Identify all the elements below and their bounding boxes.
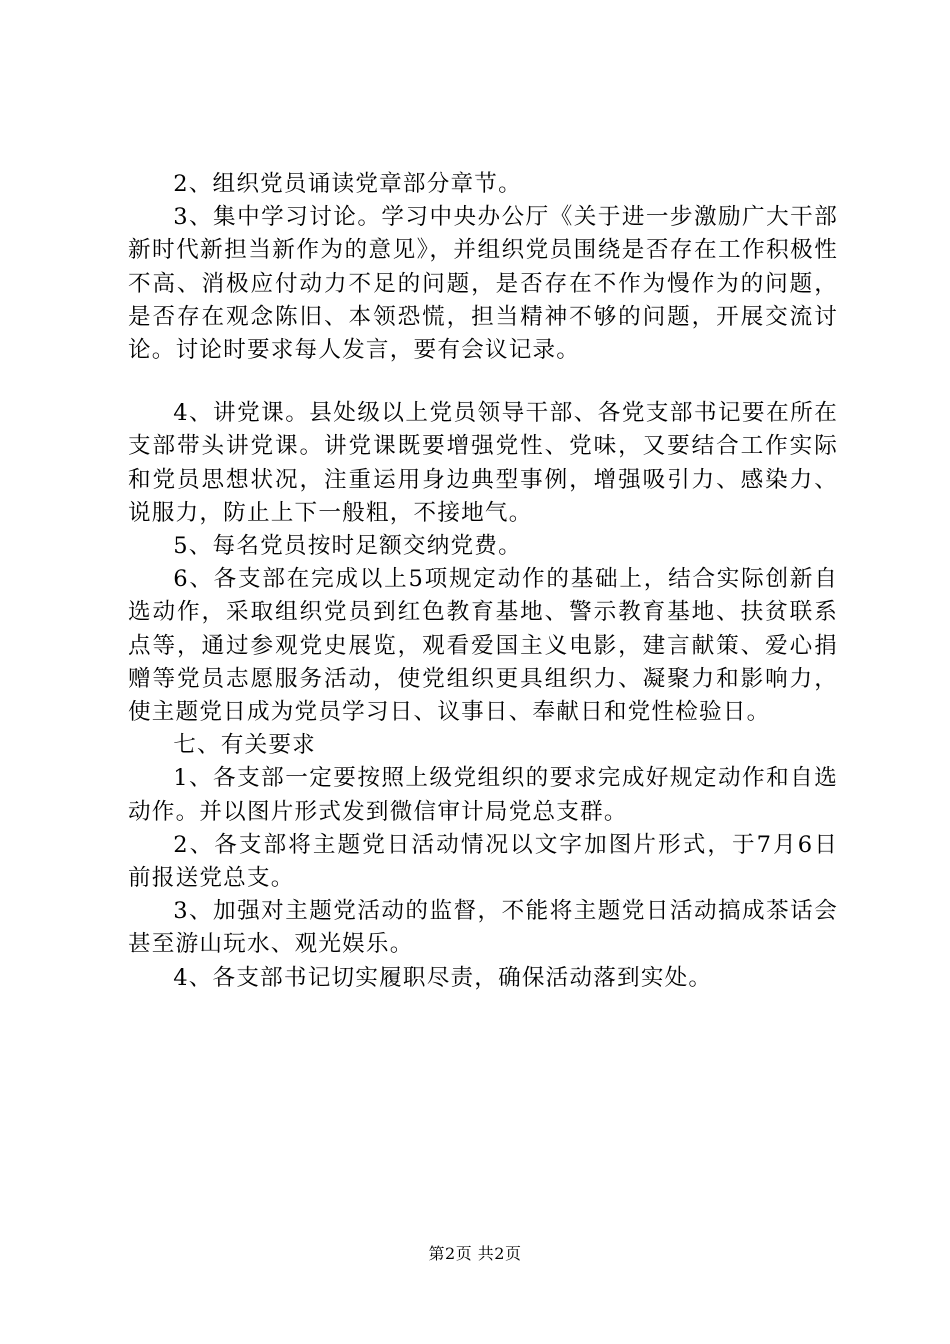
- page-number-footer: 第2页 共2页: [428, 1244, 522, 1263]
- paragraph-party-dues: 5、每名党员按时足额交纳党费。: [173, 533, 522, 560]
- paragraph-recite-charter: 2、组织党员诵读党章部分章节。: [173, 171, 522, 197]
- document-body: [128, 168, 838, 995]
- paragraph-requirement-3: 3、加强对主题党活动的监督，不能将主题党日活动搞成茶话会甚至游山玩水、观光娱乐。: [128, 898, 838, 958]
- paragraph-requirement-2: 2、各支部将主题党日活动情况以文字加图片形式，于7月6日前报送党总支。: [128, 831, 838, 892]
- paragraph-optional-activities: 6、各支部在完成以上5项规定动作的基础上，结合实际创新自选动作，采取组织党员到红色教育基地、警示教育基地、扶贫联系点等，通过参观党史展览，观看爱国主义电影，建言献策、爱心捐赠等党员志愿服务活动，使党组织更具组织力、凝聚力和影响力，使主题党日成为党员学习日、议事日、奉献日和党性检验日。: [128, 566, 838, 726]
- paragraph-requirement-4: 4、各支部书记切实履职尽责，确保活动落到实处。: [173, 964, 713, 991]
- paragraph-requirement-1: 1、各支部一定要按照上级党组织的要求完成好规定动作和自选动作。并以图片形式发到微信审计局党总支群。: [128, 765, 838, 825]
- paragraph-party-lecture: 4、讲党课。县处级以上党员领导干部、各党支部书记要在所在支部带头讲党课。讲党课既要增强党性、党味，又要结合工作实际和党员思想状况，注重运用身边典型事例，增强吸引力、感染力、说服力，防止上下一般粗，不接地气。: [128, 400, 838, 526]
- section-heading-requirements: 七、有关要求: [173, 732, 316, 759]
- paragraph-group-study: 3、集中学习讨论。学习中央办公厅《关于进一步激励广大干部新时代新担当新作为的意见》，并组织党员围绕是否存在工作积极性不高、消极应付动力不足的问题，是否存在不作为慢作为的问题，是否存在观念陈旧、本领恐慌，担当精神不够的问题，开展交流讨论。讨论时要求每人发言，要有会议记录。: [128, 204, 838, 364]
